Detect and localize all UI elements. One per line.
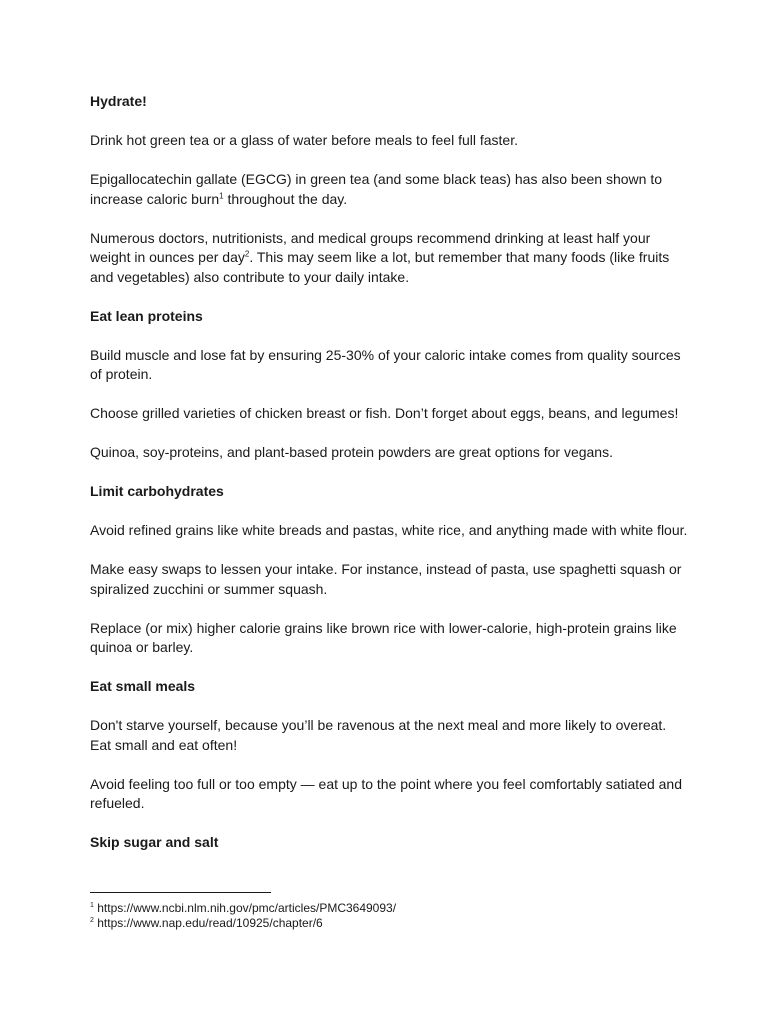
footnote-2: [90, 916, 690, 931]
paragraph: Make easy swaps to lessen your intake. For instance, instead of pasta, use spaghetti squash or spiralized zucchini or summer squash.: [90, 561, 682, 597]
footnotes: [90, 892, 690, 931]
document-body: [90, 92, 690, 872]
footnote-link: https://www.ncbi.nlm.nih.gov/pmc/articles/PMC3649093/: [93, 901, 397, 915]
section-heading-sugar-salt: Skip sugar and salt: [90, 834, 219, 850]
footnote-link: https://www.nap.edu/read/10925/chapter/6: [93, 916, 323, 930]
footnote-number: 2: [90, 917, 94, 924]
section-heading-lean-proteins: Eat lean proteins: [90, 307, 203, 324]
footnote-ref-1: 1: [219, 190, 224, 200]
footnote-number: 1: [90, 902, 94, 909]
paragraph: Quinoa, soy-proteins, and plant-based protein powders are great options for vegans.: [90, 444, 613, 460]
paragraph: Choose grilled varieties of chicken breast or fish. Don’t forget about eggs, beans, and legumes!: [90, 405, 679, 421]
footnote-separator: [90, 892, 271, 893]
footnote-1: [90, 901, 690, 916]
paragraph: Avoid feeling too full or too empty — eat up to the point where you feel comfortably satiated and refueled.: [90, 775, 682, 811]
paragraph-text: . This may seem like a lot, but remember that many foods (like fruits and vegetables) also contribute to your daily intake.: [90, 249, 670, 285]
paragraph-text: Numerous doctors, nutritionists, and medical groups recommend drinking at least half your weight in ounces per day: [90, 229, 651, 265]
paragraph: Build muscle and lose fat by ensuring 25-30% of your caloric intake comes from quality sources of protein.: [90, 346, 681, 382]
section-heading-small-meals: Eat small meals: [90, 678, 196, 694]
section-heading-limit-carbohydrates: Limit carbohydrates: [90, 483, 224, 499]
footnote-ref-2: 2: [244, 249, 250, 259]
section-heading-hydrate: Hydrate!: [90, 93, 147, 109]
paragraph: Drink hot green tea or a glass of water before meals to feel full faster.: [90, 132, 518, 148]
paragraph: Don't starve yourself, because you’ll be ravenous at the next meal and more likely to overeat. Eat small and eat often!: [90, 717, 667, 753]
paragraph-water-intake: [90, 229, 690, 288]
paragraph-text: throughout the day.: [223, 190, 348, 207]
paragraph-egcg: [90, 170, 690, 209]
paragraph: Replace (or mix) higher calorie grains like brown rice with lower-calorie, high-protein grains like quinoa or barley.: [90, 619, 677, 655]
paragraph: Avoid refined grains like white breads and pastas, white rice, and anything made with white flour.: [90, 522, 688, 538]
paragraph-text: Epigallocatechin gallate (EGCG) in green tea (and some black teas) has also been shown to increase caloric burn: [90, 171, 662, 207]
